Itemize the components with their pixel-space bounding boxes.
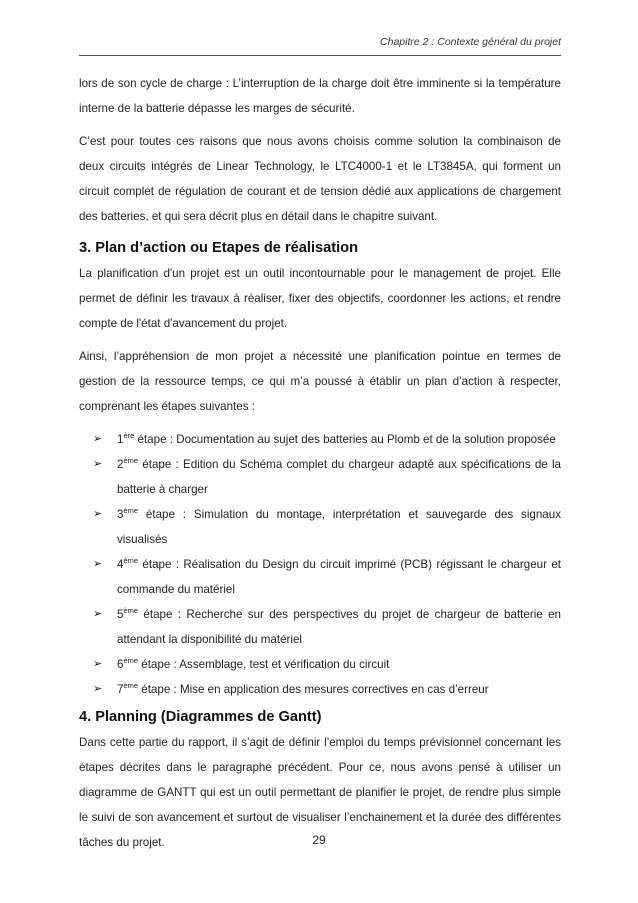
running-header: Chapitre 2 : Contexte général du projet (380, 36, 561, 48)
list-item: ➢ 3ème étape : Simulation du montage, interprétation et sauvegarde des signaux visualisés (79, 502, 561, 552)
list-item: ➢ 5ème étape : Recherche sur des perspectives du projet de chargeur de batterie en attendant la disponibilité du matériel (79, 602, 561, 652)
list-item: ➢ 7ème étape : Mise en application des mesures correctives en cas d’erreur (79, 677, 561, 702)
arrow-bullet-icon: ➢ (93, 433, 103, 445)
header-divider (79, 55, 561, 56)
arrow-bullet-icon: ➢ (93, 458, 103, 470)
section-4-heading: 4. Planning (Diagrammes de Gantt) (79, 709, 322, 725)
arrow-bullet-icon: ➢ (93, 658, 103, 670)
list-item: ➢ 4ème étape : Réalisation du Design du circuit imprimé (PCB) régissant le chargeur et commande du matériel (79, 552, 561, 602)
paragraph-planning-intro: La planification d'un projet est un outil incontournable pour le management de projet. Elle permet de définir les travaux à réaliser, fixer des objectifs, coordonner les actions, et rendre compte de l'état d'avancement du projet. (79, 267, 561, 330)
page-content (79, 71, 561, 863)
arrow-bullet-icon: ➢ (93, 508, 103, 520)
steps-list (79, 427, 561, 702)
arrow-bullet-icon: ➢ (93, 683, 103, 695)
list-item: ➢ 1ère étape : Documentation au sujet des batteries au Plomb et de la solution proposée (79, 427, 561, 452)
page-number: 29 (312, 833, 326, 847)
list-item: ➢ 2ème étape : Edition du Schéma complet du chargeur adapté aux spécifications de la batterie à charger (79, 452, 561, 502)
arrow-bullet-icon: ➢ (93, 558, 103, 570)
paragraph-solution: C’est pour toutes ces raisons que nous avons choisis comme solution la combinaison de deux circuits intégrés de Linear Technology, le LTC4000-1 et le LT3845A, qui forment un circuit complet de régulation de courant et de tension dédié aux applications de chargement des batteries, et qui sera décrit plus en détail dans le chapitre suivant. (79, 135, 561, 223)
paragraph-gantt: Dans cette partie du rapport, il s’agit de définir l’emploi du temps prévisionnel concernant les étapes décrites dans le paragraphe précédent. Pour ce, nous avons pensé à utiliser un diagramme de GANTT qui est un outil permettant de planifier le projet, de rendre plus simple le suivi de son avancement et surtout de visualiser l’enchainement et la durée des différentes tâches du projet. (79, 736, 561, 849)
section-3-heading: 3. Plan d’action ou Etapes de réalisation (79, 240, 358, 256)
paragraph-charge-cycle: lors de son cycle de charge : L’interruption de la charge doit être imminente si la température interne de la batterie dépasse les marges de sécurité. (79, 77, 561, 115)
paragraph-action-plan: Ainsi, l’appréhension de mon projet a nécessité une planification pointue en termes de gestion de la ressource temps, ce qui m’a poussé à établir un plan d’action à respecter, comprenant les étapes suivantes : (79, 350, 561, 413)
arrow-bullet-icon: ➢ (93, 608, 103, 620)
list-item: ➢ 6ème étape : Assemblage, test et vérification du circuit (79, 652, 561, 677)
